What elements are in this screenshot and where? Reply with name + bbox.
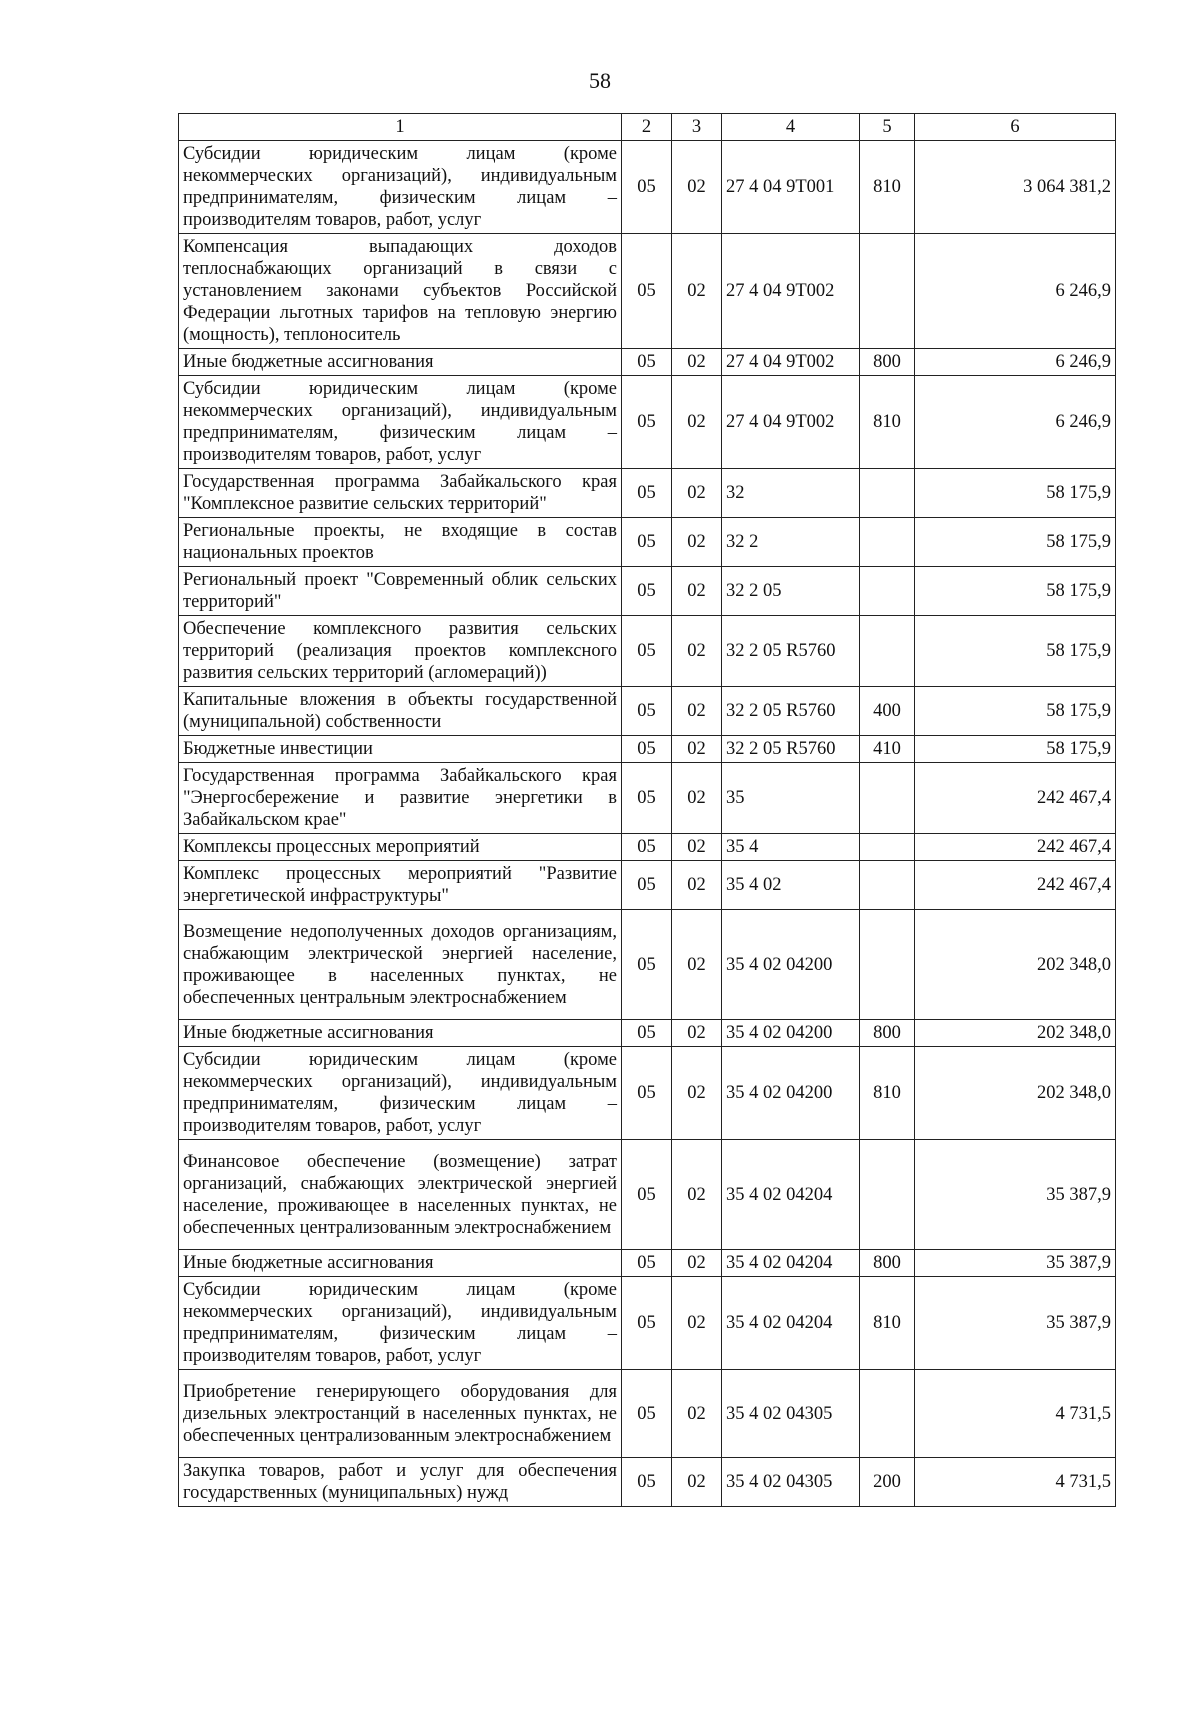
row-subsection: 02: [672, 1250, 722, 1277]
row-target-code: 27 4 04 9Т001: [722, 141, 860, 234]
row-expense-type: [860, 234, 915, 349]
row-target-code: 35 4 02 04204: [722, 1277, 860, 1370]
row-name: Региональный проект "Современный облик сельских территорий": [179, 567, 622, 616]
row-target-code: 35 4 02 04204: [722, 1250, 860, 1277]
row-expense-type: [860, 616, 915, 687]
row-expense-type: [860, 469, 915, 518]
table-row: [179, 141, 1116, 234]
header-row: [179, 114, 1116, 141]
row-amount: 35 387,9: [915, 1140, 1116, 1250]
row-subsection: 02: [672, 1047, 722, 1140]
row-subsection: 02: [672, 349, 722, 376]
row-target-code: 35 4 02 04204: [722, 1140, 860, 1250]
row-section: 05: [622, 567, 672, 616]
row-target-code: 32 2 05 R5760: [722, 736, 860, 763]
row-subsection: 02: [672, 1370, 722, 1458]
row-target-code: 32 2 05: [722, 567, 860, 616]
row-subsection: 02: [672, 1140, 722, 1250]
row-target-code: 35 4: [722, 834, 860, 861]
row-amount: 242 467,4: [915, 861, 1116, 910]
row-amount: 4 731,5: [915, 1458, 1116, 1507]
row-target-code: 32 2 05 R5760: [722, 687, 860, 736]
table-row: [179, 1047, 1116, 1140]
header-col-2: 2: [622, 114, 672, 141]
table-row: [179, 1370, 1116, 1458]
table-body: [179, 141, 1116, 1507]
header-col-6: 6: [915, 114, 1116, 141]
row-amount: 58 175,9: [915, 469, 1116, 518]
table-row: [179, 736, 1116, 763]
budget-table: [178, 113, 1116, 1507]
row-expense-type: 810: [860, 376, 915, 469]
row-amount: 242 467,4: [915, 834, 1116, 861]
row-expense-type: [860, 834, 915, 861]
row-name: Государственная программа Забайкальского края "Комплексное развитие сельских территорий": [179, 469, 622, 518]
row-subsection: 02: [672, 567, 722, 616]
row-expense-type: 800: [860, 1250, 915, 1277]
row-target-code: 32 2 05 R5760: [722, 616, 860, 687]
row-amount: 6 246,9: [915, 376, 1116, 469]
row-amount: 202 348,0: [915, 910, 1116, 1020]
table-row: [179, 687, 1116, 736]
row-expense-type: [860, 1370, 915, 1458]
row-name: Комплекс процессных мероприятий "Развитие энергетической инфраструктуры": [179, 861, 622, 910]
row-section: 05: [622, 910, 672, 1020]
header-col-4: 4: [722, 114, 860, 141]
row-subsection: 02: [672, 469, 722, 518]
row-amount: 242 467,4: [915, 763, 1116, 834]
table-row: [179, 1277, 1116, 1370]
row-section: 05: [622, 834, 672, 861]
row-expense-type: [860, 910, 915, 1020]
row-amount: 202 348,0: [915, 1020, 1116, 1047]
row-amount: 58 175,9: [915, 616, 1116, 687]
row-amount: 35 387,9: [915, 1250, 1116, 1277]
row-expense-type: 800: [860, 1020, 915, 1047]
row-target-code: 27 4 04 9Т002: [722, 349, 860, 376]
row-expense-type: 800: [860, 349, 915, 376]
row-subsection: 02: [672, 234, 722, 349]
row-section: 05: [622, 1458, 672, 1507]
row-name: Субсидии юридическим лицам (кроме некоммерческих организаций), индивидуальным предпринимателям, физическим лицам – производителям товаров, работ, услуг: [179, 1277, 622, 1370]
table-row: [179, 376, 1116, 469]
row-section: 05: [622, 1250, 672, 1277]
table-row: [179, 1020, 1116, 1047]
row-name: Возмещение недополученных доходов организациям, снабжающим электрической энергией население, проживающее в населенных пунктах, не обеспеченных центральным электроснабжением: [179, 910, 622, 1020]
row-subsection: 02: [672, 1277, 722, 1370]
row-amount: 4 731,5: [915, 1370, 1116, 1458]
row-target-code: 35 4 02 04200: [722, 910, 860, 1020]
row-target-code: 32 2: [722, 518, 860, 567]
row-expense-type: 400: [860, 687, 915, 736]
row-section: 05: [622, 349, 672, 376]
row-section: 05: [622, 763, 672, 834]
row-name: Компенсация выпадающих доходов теплоснабжающих организаций в связи с установлением законами субъектов Российской Федерации льготных тарифов на тепловую энергию (мощность), теплоноситель: [179, 234, 622, 349]
row-target-code: 35 4 02 04200: [722, 1020, 860, 1047]
row-name: Иные бюджетные ассигнования: [179, 1020, 622, 1047]
row-subsection: 02: [672, 834, 722, 861]
row-subsection: 02: [672, 861, 722, 910]
row-target-code: 27 4 04 9Т002: [722, 376, 860, 469]
row-subsection: 02: [672, 518, 722, 567]
row-expense-type: [860, 567, 915, 616]
row-name: Субсидии юридическим лицам (кроме некоммерческих организаций), индивидуальным предпринимателям, физическим лицам – производителям товаров, работ, услуг: [179, 376, 622, 469]
row-name: Финансовое обеспечение (возмещение) затрат организаций, снабжающих электрической энергией население, проживающее в населенных пунктах, не обеспеченных централизованным электроснабжением: [179, 1140, 622, 1250]
header-col-1: 1: [179, 114, 622, 141]
row-target-code: 35 4 02 04200: [722, 1047, 860, 1140]
table-row: [179, 861, 1116, 910]
row-expense-type: [860, 1140, 915, 1250]
row-subsection: 02: [672, 687, 722, 736]
table-row: [179, 834, 1116, 861]
header-col-3: 3: [672, 114, 722, 141]
row-amount: 58 175,9: [915, 736, 1116, 763]
row-target-code: 35 4 02 04305: [722, 1370, 860, 1458]
row-subsection: 02: [672, 1458, 722, 1507]
row-section: 05: [622, 616, 672, 687]
row-amount: 6 246,9: [915, 234, 1116, 349]
row-amount: 58 175,9: [915, 567, 1116, 616]
row-subsection: 02: [672, 910, 722, 1020]
row-name: Субсидии юридическим лицам (кроме некоммерческих организаций), индивидуальным предпринимателям, физическим лицам – производителям товаров, работ, услуг: [179, 141, 622, 234]
row-name: Иные бюджетные ассигнования: [179, 349, 622, 376]
row-section: 05: [622, 1277, 672, 1370]
row-section: 05: [622, 1140, 672, 1250]
row-expense-type: [860, 518, 915, 567]
table-row: [179, 763, 1116, 834]
table-row: [179, 567, 1116, 616]
row-name: Приобретение генерирующего оборудования для дизельных электростанций в населенных пунктах, не обеспеченных централизованным электроснабжением: [179, 1370, 622, 1458]
row-amount: 202 348,0: [915, 1047, 1116, 1140]
table-row: [179, 234, 1116, 349]
table-row: [179, 469, 1116, 518]
row-name: Иные бюджетные ассигнования: [179, 1250, 622, 1277]
table-header: [179, 114, 1116, 141]
row-expense-type: [860, 763, 915, 834]
row-section: 05: [622, 1047, 672, 1140]
row-subsection: 02: [672, 1020, 722, 1047]
row-amount: 35 387,9: [915, 1277, 1116, 1370]
table-row: [179, 1250, 1116, 1277]
table-row: [179, 616, 1116, 687]
row-section: 05: [622, 1370, 672, 1458]
row-section: 05: [622, 376, 672, 469]
table-row: [179, 1140, 1116, 1250]
row-name: Субсидии юридическим лицам (кроме некоммерческих организаций), индивидуальным предпринимателям, физическим лицам – производителям товаров, работ, услуг: [179, 1047, 622, 1140]
row-target-code: 32: [722, 469, 860, 518]
row-amount: 6 246,9: [915, 349, 1116, 376]
row-section: 05: [622, 687, 672, 736]
row-expense-type: 810: [860, 1047, 915, 1140]
row-amount: 58 175,9: [915, 687, 1116, 736]
row-name: Капитальные вложения в объекты государственной (муниципальной) собственности: [179, 687, 622, 736]
row-name: Бюджетные инвестиции: [179, 736, 622, 763]
row-section: 05: [622, 1020, 672, 1047]
row-subsection: 02: [672, 141, 722, 234]
row-section: 05: [622, 736, 672, 763]
table-row: [179, 349, 1116, 376]
row-target-code: 35 4 02 04305: [722, 1458, 860, 1507]
row-name: Закупка товаров, работ и услуг для обеспечения государственных (муниципальных) нужд: [179, 1458, 622, 1507]
row-subsection: 02: [672, 616, 722, 687]
row-name: Комплексы процессных мероприятий: [179, 834, 622, 861]
row-expense-type: [860, 861, 915, 910]
row-expense-type: 200: [860, 1458, 915, 1507]
page-number: 58: [589, 68, 611, 93]
row-section: 05: [622, 518, 672, 567]
table-row: [179, 1458, 1116, 1507]
row-section: 05: [622, 861, 672, 910]
row-name: Государственная программа Забайкальского края "Энергосбережение и развитие энергетики в Забайкальском крае": [179, 763, 622, 834]
row-subsection: 02: [672, 736, 722, 763]
row-subsection: 02: [672, 376, 722, 469]
row-expense-type: 410: [860, 736, 915, 763]
row-name: Региональные проекты, не входящие в состав национальных проектов: [179, 518, 622, 567]
row-target-code: 35 4 02: [722, 861, 860, 910]
row-subsection: 02: [672, 763, 722, 834]
row-amount: 58 175,9: [915, 518, 1116, 567]
row-name: Обеспечение комплексного развития сельских территорий (реализация проектов комплексного развития сельских территорий (агломераций)): [179, 616, 622, 687]
row-section: 05: [622, 234, 672, 349]
row-section: 05: [622, 141, 672, 234]
row-section: 05: [622, 469, 672, 518]
row-expense-type: 810: [860, 141, 915, 234]
row-target-code: 27 4 04 9Т002: [722, 234, 860, 349]
row-amount: 3 064 381,2: [915, 141, 1116, 234]
table-row: [179, 518, 1116, 567]
table-row: [179, 910, 1116, 1020]
row-expense-type: 810: [860, 1277, 915, 1370]
header-col-5: 5: [860, 114, 915, 141]
row-target-code: 35: [722, 763, 860, 834]
